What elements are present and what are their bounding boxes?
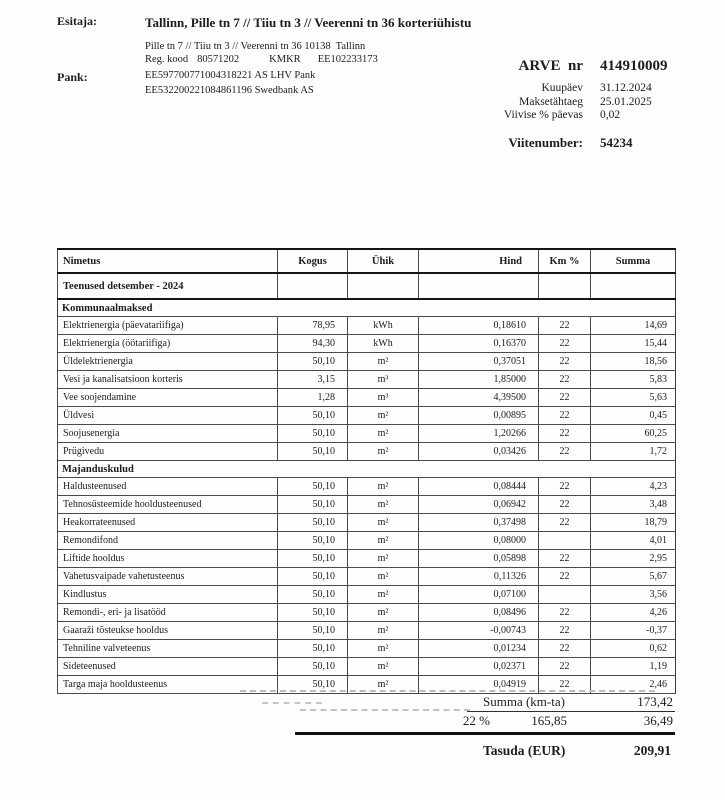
viivise-row bbox=[425, 109, 675, 123]
cell-summa: 5,67 bbox=[591, 568, 676, 586]
cell-uhik: m² bbox=[348, 443, 419, 461]
subtotal-row bbox=[295, 694, 675, 710]
cell-nimetus: Heakorrateenused bbox=[58, 514, 278, 532]
cell-hind: 0,04919 bbox=[419, 676, 539, 694]
cell-nimetus: Liftide hooldus bbox=[58, 550, 278, 568]
cell-uhik: m² bbox=[348, 532, 419, 550]
cell-km: 22 bbox=[539, 371, 591, 389]
cell-km: 22 bbox=[539, 335, 591, 353]
cell-km: 22 bbox=[539, 353, 591, 371]
cell-km: 22 bbox=[539, 640, 591, 658]
cell-hind: 0,08496 bbox=[419, 604, 539, 622]
cell-hind: 0,18610 bbox=[419, 317, 539, 335]
invoice-table-body bbox=[58, 273, 676, 694]
table-row bbox=[58, 443, 676, 461]
arve-number-row bbox=[425, 58, 675, 75]
column-km: Km % bbox=[539, 249, 591, 273]
scan-artifact-dash-line bbox=[262, 702, 322, 704]
cell-hind: 0,11326 bbox=[419, 568, 539, 586]
cell-uhik: m² bbox=[348, 568, 419, 586]
cell-hind: 0,37051 bbox=[419, 353, 539, 371]
maksetahtaeg-row bbox=[425, 96, 675, 110]
cell-hind: 0,07100 bbox=[419, 586, 539, 604]
total-label: Tasuda (EUR) bbox=[483, 743, 566, 758]
organization-name: Tallinn, Pille tn 7 // Tiiu tn 3 // Veerenni tn 36 korteriühistu bbox=[145, 15, 472, 30]
table-row bbox=[58, 353, 676, 371]
section-title: Majanduskulud bbox=[58, 461, 676, 478]
cell-kogus: 50,10 bbox=[278, 478, 348, 496]
viivise-value: 0,02 bbox=[600, 109, 621, 121]
cell-nimetus: Vee soojendamine bbox=[58, 389, 278, 407]
cell-kogus: 50,10 bbox=[278, 514, 348, 532]
cell-summa: 60,25 bbox=[591, 425, 676, 443]
table-section-row bbox=[58, 299, 676, 317]
table-row bbox=[58, 317, 676, 335]
cell-kogus: 50,10 bbox=[278, 496, 348, 514]
cell-nimetus: Vesi ja kanalisatsioon korteris bbox=[58, 371, 278, 389]
cell-km: 22 bbox=[539, 622, 591, 640]
table-row bbox=[58, 550, 676, 568]
cell-km: 22 bbox=[539, 658, 591, 676]
cell-km: 22 bbox=[539, 568, 591, 586]
cell-nimetus: Prügivedu bbox=[58, 443, 278, 461]
cell-summa: 4,26 bbox=[591, 604, 676, 622]
cell-hind: 0,01234 bbox=[419, 640, 539, 658]
total-row bbox=[295, 743, 675, 761]
reg-kood-value: 80571202 bbox=[197, 54, 240, 65]
cell-nimetus: Tehnosüsteemide hooldusteenused bbox=[58, 496, 278, 514]
kuupaev-label: Kuupäev bbox=[541, 82, 583, 94]
vat-amount: 36,49 bbox=[643, 713, 673, 728]
subtotal-value: 173,42 bbox=[637, 694, 673, 709]
kuupaev-value: 31.12.2024 bbox=[600, 82, 652, 94]
table-row bbox=[58, 496, 676, 514]
column-hind: Hind bbox=[419, 249, 539, 273]
column-kogus: Kogus bbox=[278, 249, 348, 273]
reg-kood-label: Reg. kood bbox=[145, 54, 189, 65]
cell-kogus: 78,95 bbox=[278, 317, 348, 335]
table-row bbox=[58, 586, 676, 604]
cell-summa: 5,63 bbox=[591, 389, 676, 407]
cell-kogus: 3,15 bbox=[278, 371, 348, 389]
cell-kogus: 50,10 bbox=[278, 532, 348, 550]
cell-uhik: m² bbox=[348, 658, 419, 676]
cell-uhik: kWh bbox=[348, 335, 419, 353]
cell-summa: 4,23 bbox=[591, 478, 676, 496]
cell-uhik: m² bbox=[348, 425, 419, 443]
cell-summa: -0,37 bbox=[591, 622, 676, 640]
scan-artifact-dash-line bbox=[300, 709, 470, 711]
kuupaev-row bbox=[425, 82, 675, 96]
table-row bbox=[58, 371, 676, 389]
table-section-row bbox=[58, 461, 676, 478]
arve-number: 414910009 bbox=[600, 58, 668, 74]
cell-uhik: m² bbox=[348, 407, 419, 425]
cell-km: 22 bbox=[539, 514, 591, 532]
cell-summa: 1,19 bbox=[591, 658, 676, 676]
kmkr-value: EE102233173 bbox=[317, 54, 378, 65]
column-summa: Summa bbox=[591, 249, 676, 273]
table-row bbox=[58, 658, 676, 676]
cell-uhik: m² bbox=[348, 353, 419, 371]
cell-hind: 1,20266 bbox=[419, 425, 539, 443]
cell-kogus: 50,10 bbox=[278, 622, 348, 640]
cell-nimetus: Tehniline valveteenus bbox=[58, 640, 278, 658]
cell-hind: 1,85000 bbox=[419, 371, 539, 389]
cell-summa: 1,72 bbox=[591, 443, 676, 461]
cell-kogus: 50,10 bbox=[278, 676, 348, 694]
section-title: Kommunaalmaksed bbox=[58, 299, 676, 317]
cell-km: 22 bbox=[539, 604, 591, 622]
viivise-label: Viivise % päevas bbox=[503, 109, 583, 121]
cell-km: 22 bbox=[539, 550, 591, 568]
pank-label: Pank: bbox=[57, 70, 88, 84]
cell-uhik: m² bbox=[348, 514, 419, 532]
cell-uhik: m² bbox=[348, 622, 419, 640]
viitenumber-value: 54234 bbox=[600, 134, 633, 150]
cell-hind: 0,37498 bbox=[419, 514, 539, 532]
cell-kogus: 50,10 bbox=[278, 407, 348, 425]
cell-km: 22 bbox=[539, 425, 591, 443]
table-header-row bbox=[58, 249, 676, 273]
cell-uhik: m³ bbox=[348, 389, 419, 407]
cell-kogus: 50,10 bbox=[278, 443, 348, 461]
cell-nimetus: Elektrienergia (öötariifiga) bbox=[58, 335, 278, 353]
cell-hind: 0,16370 bbox=[419, 335, 539, 353]
cell-nimetus: Haldusteenused bbox=[58, 478, 278, 496]
scan-artifact-dash-line bbox=[240, 690, 655, 692]
bank-account-2: EE532200221084861196 Swedbank AS bbox=[145, 85, 314, 96]
cell-uhik: m³ bbox=[348, 371, 419, 389]
totals-summary bbox=[295, 694, 675, 761]
bank-account-1: EE597700771004318221 AS LHV Pank bbox=[145, 70, 316, 81]
cell-uhik: kWh bbox=[348, 317, 419, 335]
viitenumber-label: Viitenumber: bbox=[508, 134, 583, 150]
cell-nimetus: Targa maja hooldusteenus bbox=[58, 676, 278, 694]
cell-km: 22 bbox=[539, 407, 591, 425]
cell-summa: 18,79 bbox=[591, 514, 676, 532]
cell-kogus: 50,10 bbox=[278, 550, 348, 568]
cell-nimetus: Gaaraži tõsteukse hooldus bbox=[58, 622, 278, 640]
cell-summa: 5,83 bbox=[591, 371, 676, 389]
cell-uhik: m² bbox=[348, 586, 419, 604]
table-row bbox=[58, 478, 676, 496]
cell-km: 22 bbox=[539, 676, 591, 694]
esitaja-label: Esitaja: bbox=[57, 14, 97, 28]
table-row bbox=[58, 389, 676, 407]
cell-kogus: 94,30 bbox=[278, 335, 348, 353]
cell-hind: 0,08444 bbox=[419, 478, 539, 496]
registration-line bbox=[145, 54, 378, 65]
vat-row bbox=[295, 713, 675, 729]
table-row bbox=[58, 532, 676, 550]
cell-kogus: 50,10 bbox=[278, 425, 348, 443]
cell-hind: 0,00895 bbox=[419, 407, 539, 425]
vat-rate: 22 % bbox=[462, 713, 490, 728]
cell-hind: 0,02371 bbox=[419, 658, 539, 676]
cell-nimetus: Kindlustus bbox=[58, 586, 278, 604]
cell-km bbox=[539, 586, 591, 604]
cell-hind: 0,06942 bbox=[419, 496, 539, 514]
cell-summa: 4,01 bbox=[591, 532, 676, 550]
cell-summa: 3,48 bbox=[591, 496, 676, 514]
cell-nimetus: Vahetusvaipade vahetusteenus bbox=[58, 568, 278, 586]
cell-uhik: m² bbox=[348, 640, 419, 658]
arve-label: ARVE nr bbox=[518, 58, 583, 74]
viitenumber-row bbox=[425, 135, 675, 151]
kmkr-label: KMKR bbox=[269, 54, 301, 65]
cell-uhik: m² bbox=[348, 676, 419, 694]
cell-summa: 0,62 bbox=[591, 640, 676, 658]
cell-uhik: m² bbox=[348, 550, 419, 568]
cell-kogus: 50,10 bbox=[278, 568, 348, 586]
cell-summa: 18,56 bbox=[591, 353, 676, 371]
cell-summa: 3,56 bbox=[591, 586, 676, 604]
cell-kogus: 50,10 bbox=[278, 658, 348, 676]
summary-divider-thick bbox=[295, 732, 675, 735]
cell-summa: 2,95 bbox=[591, 550, 676, 568]
cell-nimetus: Sideteenused bbox=[58, 658, 278, 676]
table-row bbox=[58, 335, 676, 353]
address-line: Pille tn 7 // Tiiu tn 3 // Veerenni tn 36 10138 Tallinn bbox=[145, 41, 366, 52]
column-nimetus: Nimetus bbox=[58, 249, 278, 273]
cell-kogus: 50,10 bbox=[278, 586, 348, 604]
cell-km: 22 bbox=[539, 478, 591, 496]
table-row bbox=[58, 407, 676, 425]
cell-nimetus: Üldvesi bbox=[58, 407, 278, 425]
cell-nimetus: Soojusenergia bbox=[58, 425, 278, 443]
cell-km: 22 bbox=[539, 443, 591, 461]
cell-summa: 0,45 bbox=[591, 407, 676, 425]
cell-uhik: m² bbox=[348, 604, 419, 622]
vat-base: 165,85 bbox=[531, 713, 567, 728]
invoice-table bbox=[57, 248, 676, 694]
cell-summa: 15,44 bbox=[591, 335, 676, 353]
cell-kogus: 50,10 bbox=[278, 353, 348, 371]
cell-km: 22 bbox=[539, 496, 591, 514]
period-row bbox=[58, 273, 676, 299]
cell-hind: 0,08000 bbox=[419, 532, 539, 550]
cell-km: 22 bbox=[539, 389, 591, 407]
cell-nimetus: Elektrienergia (päevatariifiga) bbox=[58, 317, 278, 335]
table-row bbox=[58, 622, 676, 640]
period-title: Teenused detsember - 2024 bbox=[58, 273, 278, 299]
invoice-meta bbox=[425, 58, 675, 151]
cell-hind: -0,00743 bbox=[419, 622, 539, 640]
total-value: 209,91 bbox=[633, 743, 671, 758]
cell-nimetus: Üldelektrienergia bbox=[58, 353, 278, 371]
cell-uhik: m² bbox=[348, 478, 419, 496]
cell-km: 22 bbox=[539, 317, 591, 335]
cell-kogus: 50,10 bbox=[278, 640, 348, 658]
cell-hind: 4,39500 bbox=[419, 389, 539, 407]
cell-uhik: m² bbox=[348, 496, 419, 514]
cell-kogus: 1,28 bbox=[278, 389, 348, 407]
cell-km bbox=[539, 532, 591, 550]
table-row bbox=[58, 568, 676, 586]
column-uhik: Ühik bbox=[348, 249, 419, 273]
cell-hind: 0,03426 bbox=[419, 443, 539, 461]
summary-divider-thin bbox=[467, 711, 675, 712]
cell-kogus: 50,10 bbox=[278, 604, 348, 622]
cell-summa: 14,69 bbox=[591, 317, 676, 335]
table-row bbox=[58, 640, 676, 658]
esitaja-row bbox=[57, 14, 471, 32]
cell-nimetus: Remondi-, eri- ja lisatööd bbox=[58, 604, 278, 622]
cell-hind: 0,05898 bbox=[419, 550, 539, 568]
cell-summa: 2,46 bbox=[591, 676, 676, 694]
subtotal-label: Summa (km-ta) bbox=[483, 694, 565, 709]
table-row bbox=[58, 604, 676, 622]
cell-nimetus: Remondifond bbox=[58, 532, 278, 550]
maksetahtaeg-label: Maksetähtaeg bbox=[519, 95, 583, 108]
table-row bbox=[58, 514, 676, 532]
table-row bbox=[58, 425, 676, 443]
maksetahtaeg-value: 25.01.2025 bbox=[600, 95, 652, 108]
